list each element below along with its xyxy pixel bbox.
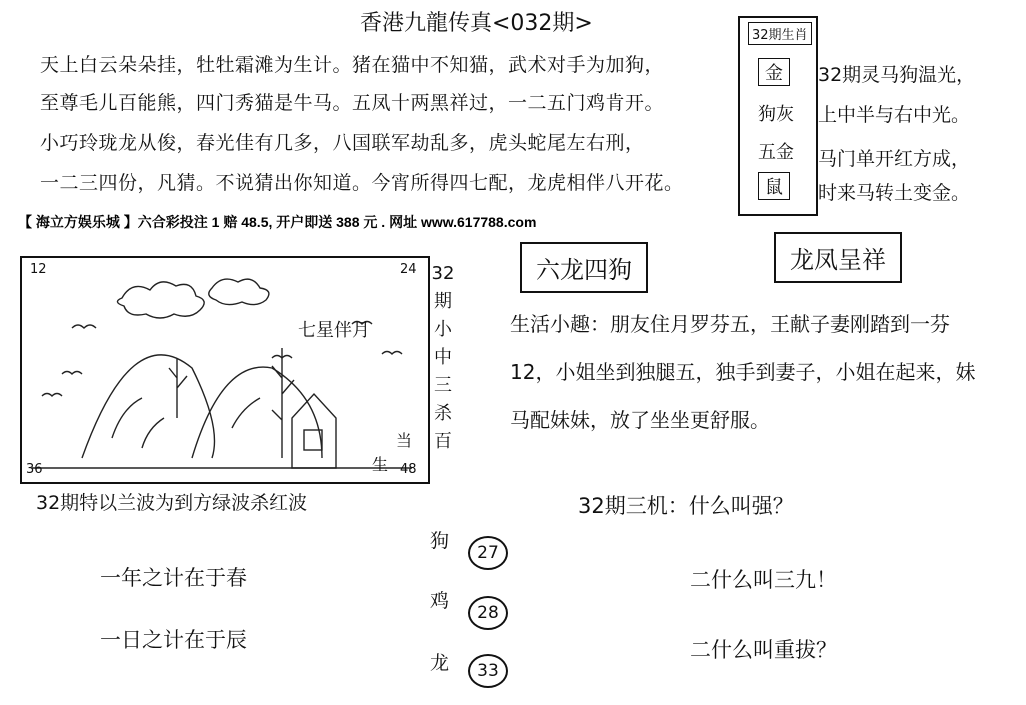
- wave-prediction: 32期特以兰波为到方绿波杀红波: [36, 492, 308, 514]
- animal-number: 28: [468, 596, 508, 630]
- animal-number: 27: [468, 536, 508, 570]
- bird-shape: [62, 372, 82, 375]
- side-box-item: 五金: [758, 142, 794, 163]
- side-box-item: 鼠: [758, 172, 790, 200]
- bird-shape: [72, 325, 96, 328]
- riddle-question: 32期三机：什么叫强？: [578, 494, 794, 518]
- poem-line: 至尊毛儿百能熊，四门秀猫是牛马。五凤十两黑祥过，一二五门鸡肯开。: [40, 92, 665, 114]
- panel-corner-number: 12: [30, 262, 47, 277]
- heading-dragon-phoenix: 龙凤呈祥: [774, 232, 902, 283]
- side-box-item: 狗灰: [758, 104, 794, 125]
- animal-name: 龙: [430, 652, 450, 674]
- plant-shape: [272, 348, 294, 458]
- bird-shape: [42, 394, 62, 397]
- mountain-shape: [232, 398, 260, 428]
- mountain-shape: [112, 398, 142, 438]
- panel-char: 当: [396, 431, 413, 450]
- riddle-answer: 二什么叫重拔？: [690, 638, 837, 662]
- side-box-item: 金: [758, 58, 790, 86]
- poem-line: 天上白云朵朵挂，牡牡霜滩为生计。猪在猫中不知猫，武术对手为加狗，: [40, 54, 665, 76]
- mountain-shape: [192, 367, 322, 458]
- ad-banner: 【 海立方娱乐城 】六合彩投注 1 赔 48.5, 开户即送 388 元 . 网址 www.617788.com: [18, 214, 537, 230]
- bird-shape: [382, 352, 402, 355]
- life-riddle-text: 生活小趣：朋友住月罗芬五，王献子妻刚踏到一芬12，小姐坐到独腿五，独手到妻子，小姐在起来，妹马配妹妹，放了坐坐更舒服。: [510, 312, 976, 432]
- cloud-shape: [117, 282, 204, 318]
- animal-number: 33: [468, 654, 508, 688]
- side-box-label: 32期生肖: [748, 22, 812, 45]
- panel-vertical-text: 32期小中三杀百: [431, 263, 455, 452]
- animal-name: 狗: [430, 530, 450, 552]
- riddle-answer: 二什么叫三九！: [690, 568, 837, 592]
- panel-char: 生: [372, 455, 389, 474]
- aphorism: 一年之计在于春: [100, 566, 247, 590]
- panel-note: 七星伴月: [298, 320, 370, 341]
- mountain-shape: [82, 355, 215, 458]
- sketch-panel: [20, 256, 430, 484]
- cloud-shape: [209, 279, 269, 304]
- sketch-drawing: [22, 258, 428, 482]
- poem-line: 一二三四份，凡猜。不说猜出你知道。今宵所得四七配，龙虎相伴八开花。: [40, 172, 684, 194]
- mountain-shape: [142, 418, 164, 448]
- plant-shape: [169, 358, 187, 418]
- heading-dragon-dog: 六龙四狗: [520, 242, 648, 293]
- aphorism: 一日之计在于辰: [100, 628, 247, 652]
- right-verse-line: 32期灵马狗温光，: [818, 64, 976, 86]
- house-shape: [292, 394, 336, 468]
- page-title: 香港九龍传真<032期>: [360, 11, 593, 36]
- right-verse-line: 时来马转土变金。: [818, 182, 971, 204]
- panel-corner-number: 24: [400, 262, 417, 277]
- poem-line: 小巧玲珑龙从俊，春光佳有几多，八国联军劫乱多，虎头蛇尾左右刑，: [40, 132, 645, 154]
- animal-name: 鸡: [430, 590, 450, 612]
- right-verse-line: 上中半与右中光。: [818, 104, 971, 126]
- right-verse-line: 马门单开红方成，: [818, 148, 971, 170]
- panel-corner-number: 48: [400, 462, 417, 477]
- panel-corner-number: 36: [26, 462, 43, 477]
